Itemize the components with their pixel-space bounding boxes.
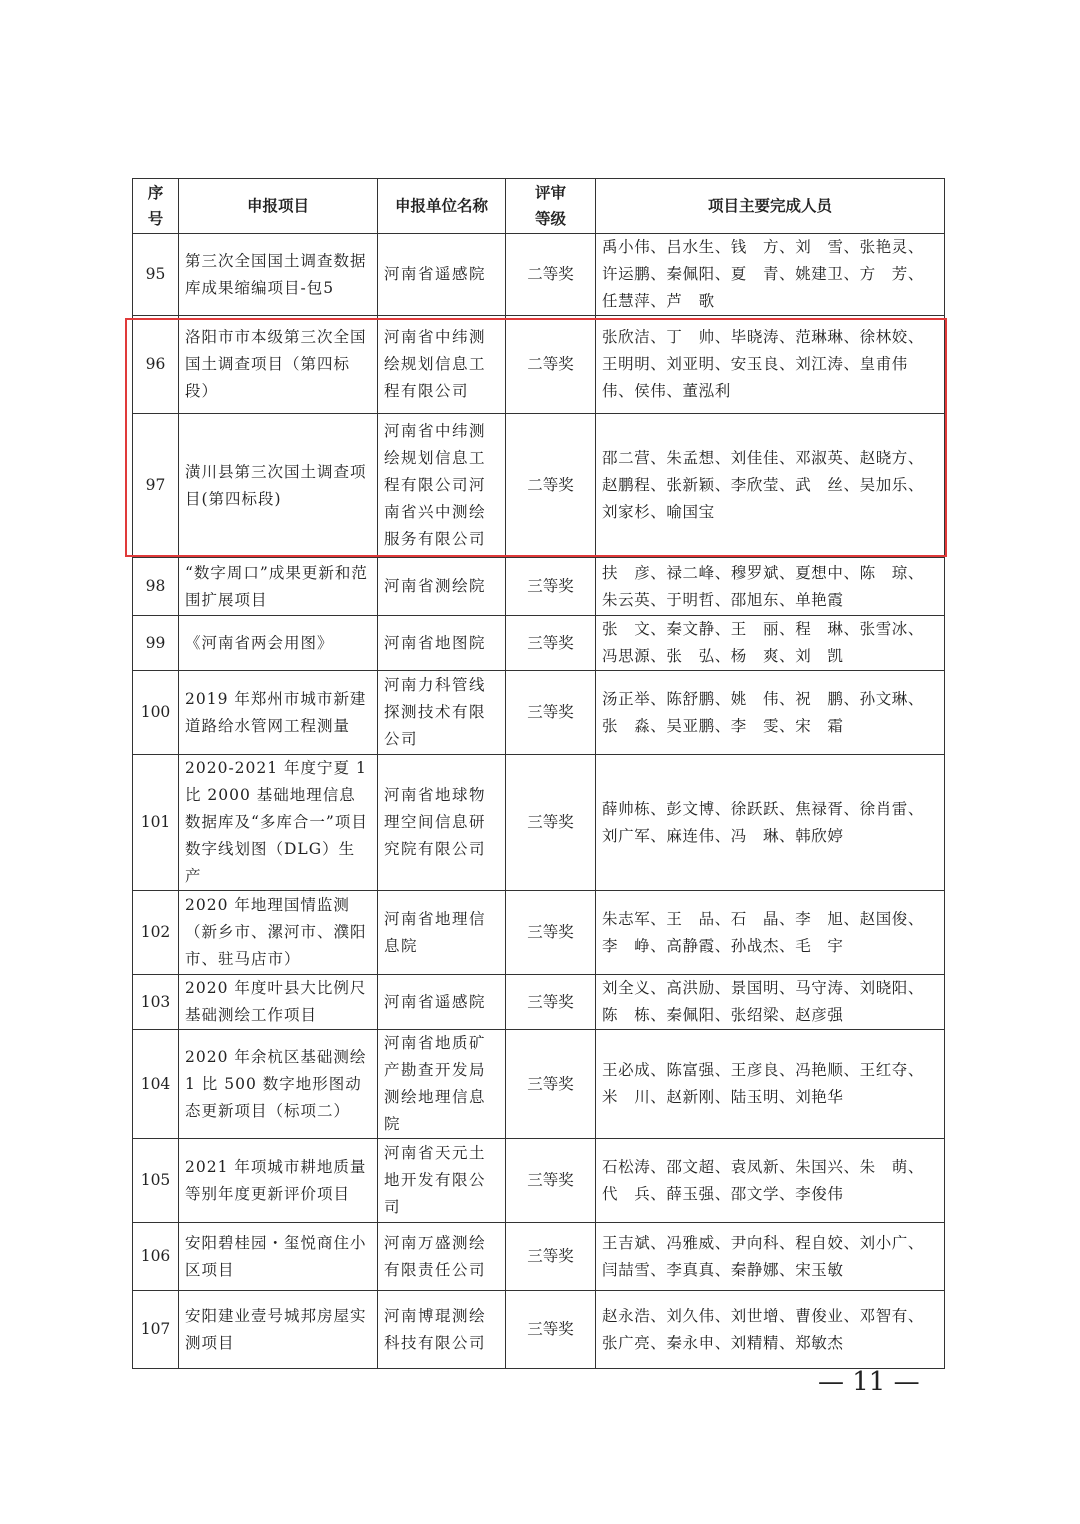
row-people: 王吉斌、冯雅威、尹向科、程自姣、刘小广、闫喆雪、李真真、秦静娜、宋玉敏 xyxy=(596,1223,945,1291)
header-no: 序号 xyxy=(133,179,179,234)
row-people: 张 文、秦文静、王 丽、程 琳、张雪冰、冯思源、张 弘、杨 爽、刘 凯 xyxy=(596,616,945,671)
row-people: 王必成、陈富强、王彦良、冯艳顺、王红夺、米 川、赵新刚、陆玉明、刘艳华 xyxy=(596,1030,945,1139)
page-number: — 11 — xyxy=(818,1367,920,1397)
row-grade: 三等奖 xyxy=(506,975,596,1030)
header-people: 项目主要完成人员 xyxy=(596,179,945,234)
row-unit: 河南省遥感院 xyxy=(378,975,506,1030)
row-no: 103 xyxy=(133,975,179,1030)
row-people: 汤正举、陈舒鹏、姚 伟、祝 鹏、孙文琳、张 淼、吴亚鹏、李 雯、宋 霜 xyxy=(596,671,945,755)
row-no: 101 xyxy=(133,755,179,891)
table-row xyxy=(133,1223,945,1291)
row-project: 2020 年度叶县大比例尺基础测绘工作项目 xyxy=(179,975,378,1030)
row-unit: 河南博琨测绘科技有限公司 xyxy=(378,1291,506,1369)
row-people: 张欣洁、丁 帅、毕晓涛、范琳琳、徐林姣、王明明、刘亚明、安玉良、刘江涛、皇甫伟伟、侯伟、董泓利 xyxy=(596,316,945,414)
row-no: 102 xyxy=(133,891,179,975)
row-project: “数字周口”成果更新和范围扩展项目 xyxy=(179,558,378,616)
row-unit: 河南省地图院 xyxy=(378,616,506,671)
row-people: 朱志军、王 品、石 晶、李 旭、赵国俊、李 峥、高静霞、孙战杰、毛 宇 xyxy=(596,891,945,975)
row-people: 赵永浩、刘久伟、刘世增、曹俊业、邓智有、张广亮、秦永申、刘精精、郑敏杰 xyxy=(596,1291,945,1369)
row-no: 95 xyxy=(133,234,179,316)
row-grade: 二等奖 xyxy=(506,316,596,414)
row-project: 2019 年郑州市城市新建道路给水管网工程测量 xyxy=(179,671,378,755)
row-project: 2021 年项城市耕地质量等别年度更新评价项目 xyxy=(179,1139,378,1223)
row-grade: 三等奖 xyxy=(506,1291,596,1369)
row-people: 扶 彦、禄二峰、穆罗斌、夏想中、陈 琼、朱云英、于明哲、邵旭东、单艳霞 xyxy=(596,558,945,616)
row-no: 107 xyxy=(133,1291,179,1369)
awards-table-container xyxy=(132,178,945,1369)
row-people: 禹小伟、吕水生、钱 方、刘 雪、张艳灵、许运鹏、秦佩阳、夏 青、姚建卫、方 芳、任慧萍、芦 歌 xyxy=(596,234,945,316)
row-grade: 二等奖 xyxy=(506,234,596,316)
row-unit: 河南省天元土地开发有限公司 xyxy=(378,1139,506,1223)
row-unit: 河南省中纬测绘规划信息工程有限公司河南省兴中测绘服务有限公司 xyxy=(378,414,506,558)
row-grade: 三等奖 xyxy=(506,755,596,891)
header-grade: 评审等级 xyxy=(506,179,596,234)
row-project: 第三次全国国土调查数据库成果缩编项目-包5 xyxy=(179,234,378,316)
row-project: 《河南省两会用图》 xyxy=(179,616,378,671)
row-no: 104 xyxy=(133,1030,179,1139)
table-row xyxy=(133,1030,945,1139)
row-people: 薛帅栋、彭文博、徐跃跃、焦禄胥、徐肖雷、刘广军、麻连伟、冯 琳、韩欣婷 xyxy=(596,755,945,891)
row-grade: 三等奖 xyxy=(506,671,596,755)
table-row xyxy=(133,1139,945,1223)
row-grade: 二等奖 xyxy=(506,414,596,558)
awards-table xyxy=(132,178,945,1369)
row-no: 97 xyxy=(133,414,179,558)
row-no: 106 xyxy=(133,1223,179,1291)
row-project: 潢川县第三次国土调查项目(第四标段) xyxy=(179,414,378,558)
row-unit: 河南力科管线探测技术有限公司 xyxy=(378,671,506,755)
row-project: 洛阳市市本级第三次全国国土调查项目（第四标段） xyxy=(179,316,378,414)
row-unit: 河南省地质矿产勘查开发局测绘地理信息院 xyxy=(378,1030,506,1139)
table-row xyxy=(133,558,945,616)
row-unit: 河南省中纬测绘规划信息工程有限公司 xyxy=(378,316,506,414)
row-project: 2020-2021 年度宁夏 1 比 2000 基础地理信息数据库及“多库合一”项目数字线划图（DLG）生产 xyxy=(179,755,378,891)
row-project: 2020 年地理国情监测（新乡市、漯河市、濮阳市、驻马店市） xyxy=(179,891,378,975)
row-project: 安阳建业壹号城邦房屋实测项目 xyxy=(179,1291,378,1369)
table-body xyxy=(133,234,945,1369)
table-row xyxy=(133,316,945,414)
table-row xyxy=(133,1291,945,1369)
table-row xyxy=(133,891,945,975)
row-unit: 河南省测绘院 xyxy=(378,558,506,616)
row-people: 邵二营、朱孟想、刘佳佳、邓淑英、赵晓方、赵鹏程、张新颖、李欣莹、武 丝、吴加乐、刘家杉、喻国宝 xyxy=(596,414,945,558)
row-no: 105 xyxy=(133,1139,179,1223)
row-no: 98 xyxy=(133,558,179,616)
row-people: 石松涛、邵文超、袁凤新、朱国兴、朱 萌、代 兵、薛玉强、邵文学、李俊伟 xyxy=(596,1139,945,1223)
row-grade: 三等奖 xyxy=(506,1223,596,1291)
row-grade: 三等奖 xyxy=(506,616,596,671)
row-unit: 河南省遥感院 xyxy=(378,234,506,316)
table-row xyxy=(133,671,945,755)
row-grade: 三等奖 xyxy=(506,558,596,616)
row-grade: 三等奖 xyxy=(506,1030,596,1139)
row-grade: 三等奖 xyxy=(506,1139,596,1223)
row-unit: 河南万盛测绘有限责任公司 xyxy=(378,1223,506,1291)
row-grade: 三等奖 xyxy=(506,891,596,975)
row-unit: 河南省地理信息院 xyxy=(378,891,506,975)
row-project: 2020 年余杭区基础测绘 1 比 500 数字地形图动态更新项目（标项二） xyxy=(179,1030,378,1139)
table-row xyxy=(133,414,945,558)
table-row xyxy=(133,755,945,891)
row-unit: 河南省地球物理空间信息研究院有限公司 xyxy=(378,755,506,891)
row-no: 100 xyxy=(133,671,179,755)
header-unit: 申报单位名称 xyxy=(378,179,506,234)
row-no: 96 xyxy=(133,316,179,414)
header-project: 申报项目 xyxy=(179,179,378,234)
table-row xyxy=(133,975,945,1030)
row-project: 安阳碧桂园・玺悦商住小区项目 xyxy=(179,1223,378,1291)
table-header-row xyxy=(133,179,945,234)
table-row xyxy=(133,616,945,671)
row-people: 刘全义、高洪励、景国明、马守涛、刘晓阳、陈 栋、秦佩阳、张绍梁、赵彦强 xyxy=(596,975,945,1030)
table-row xyxy=(133,234,945,316)
row-no: 99 xyxy=(133,616,179,671)
